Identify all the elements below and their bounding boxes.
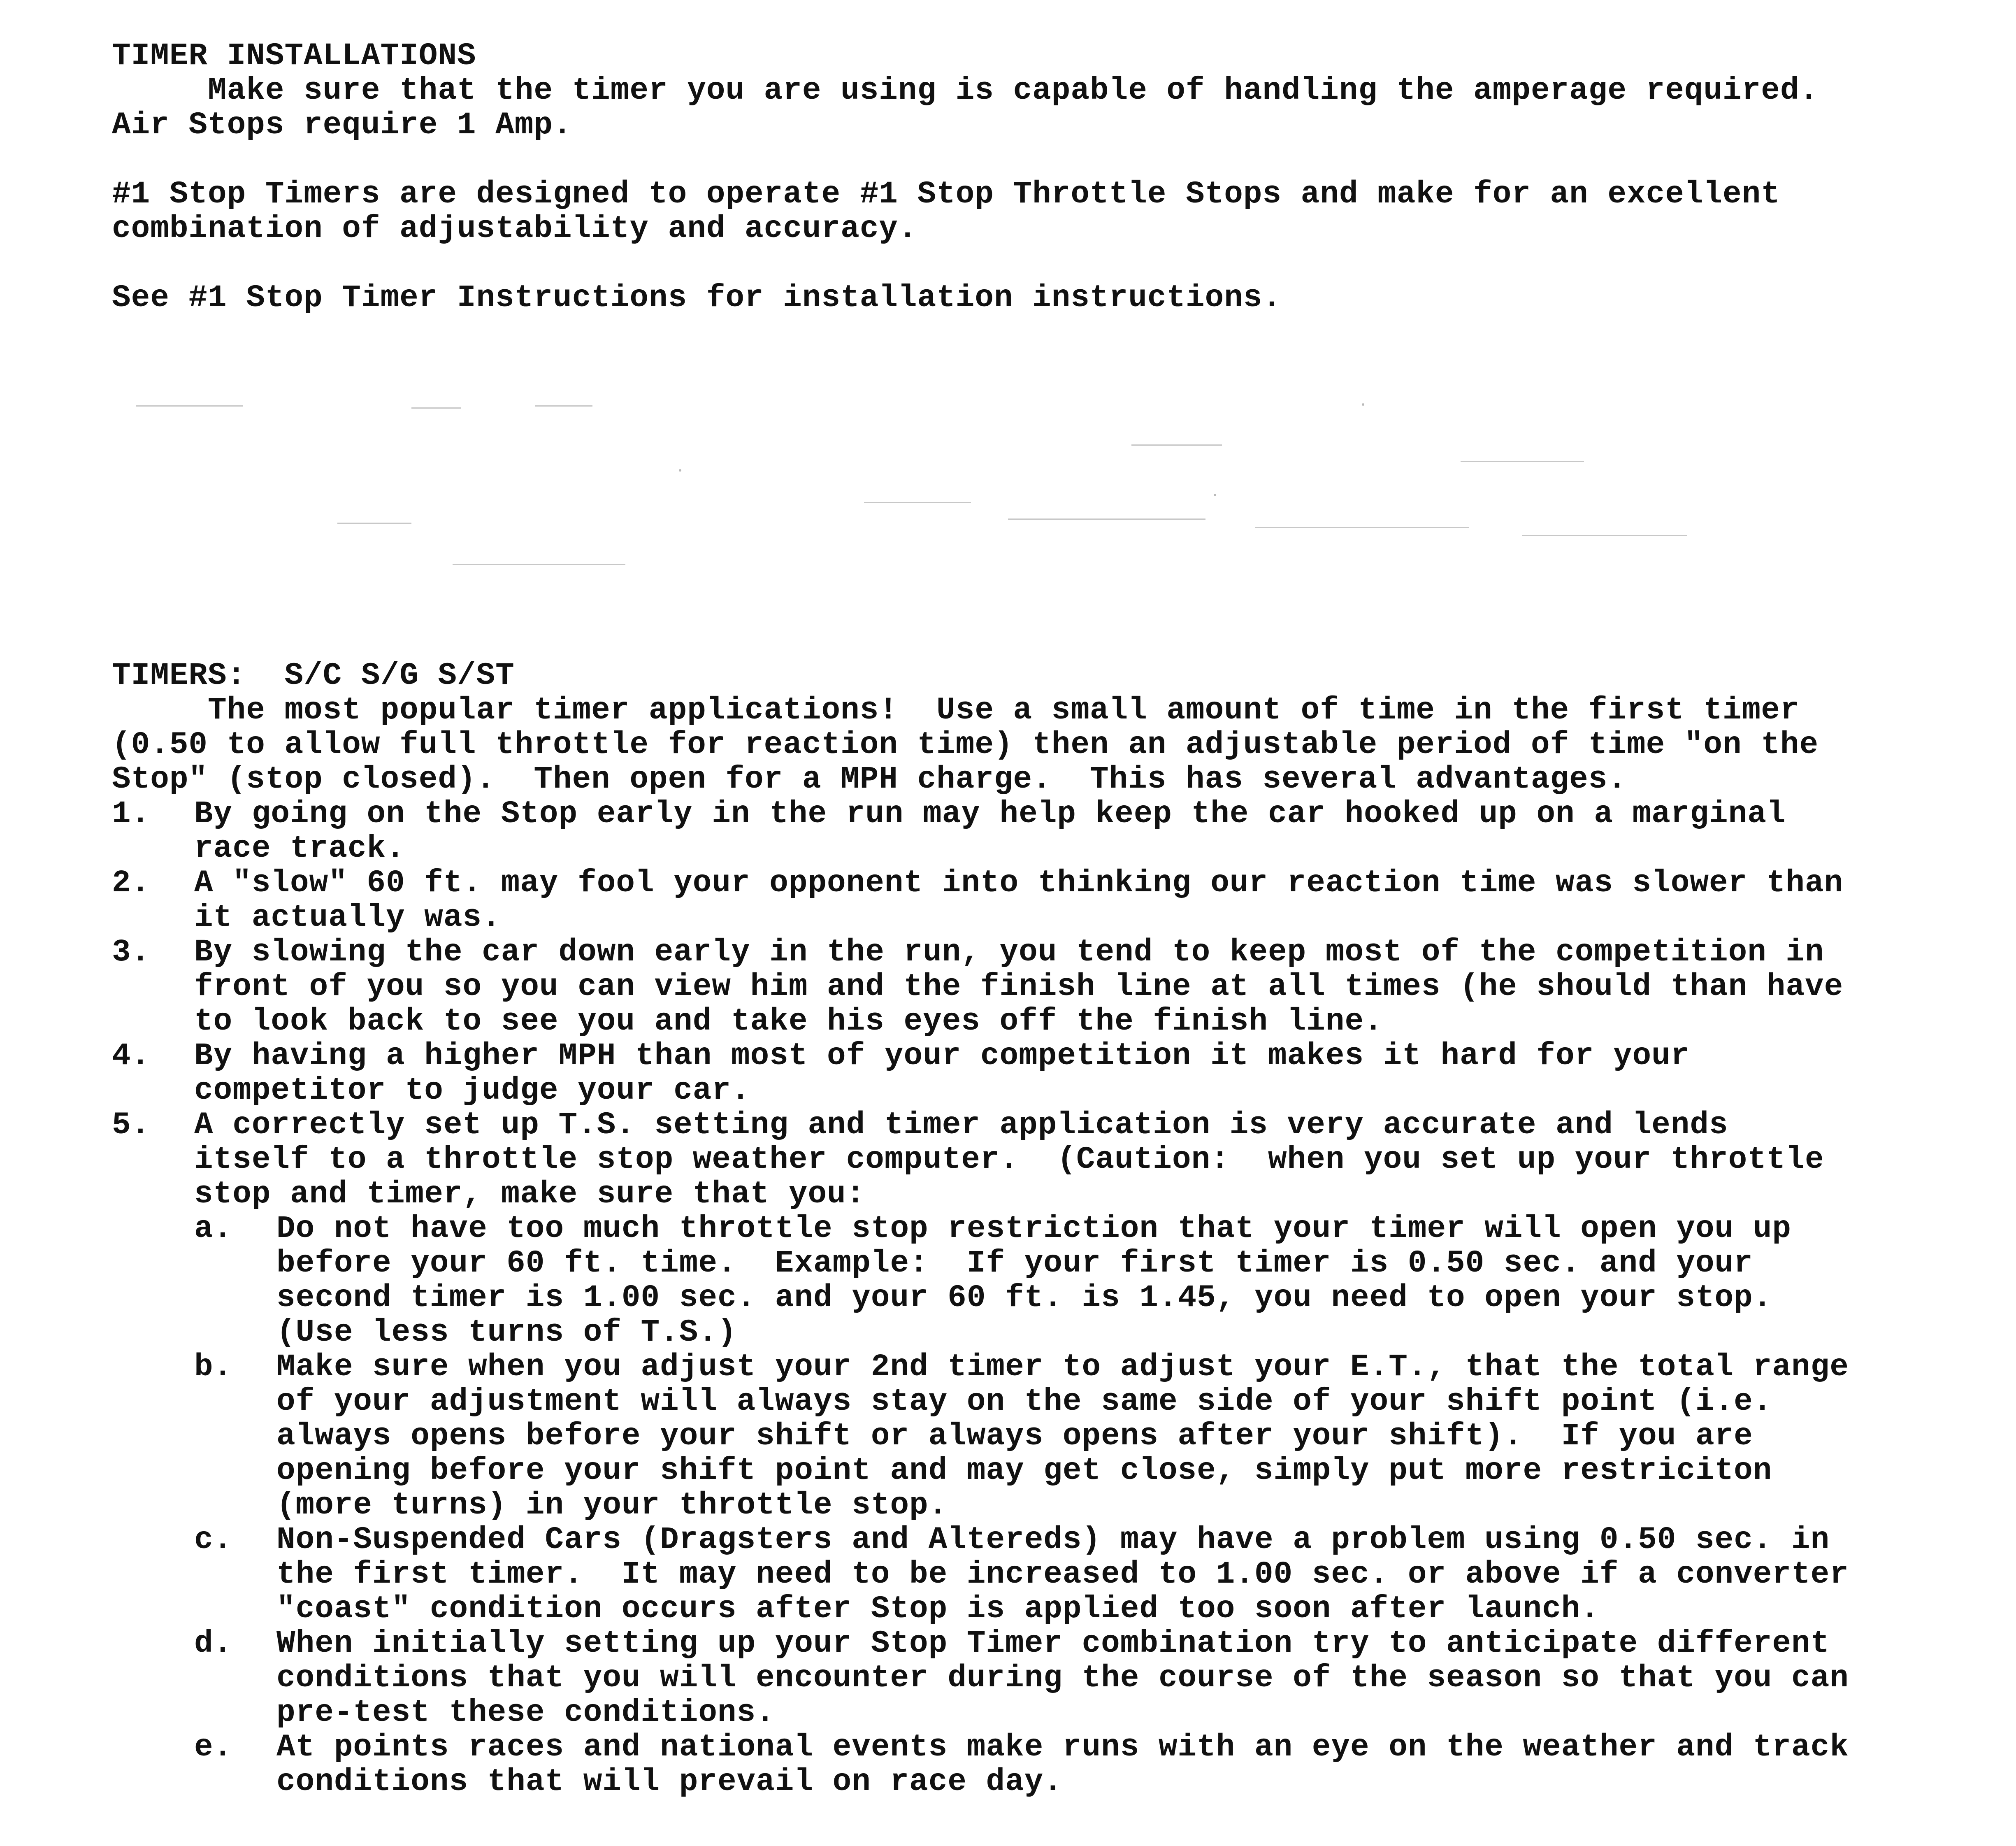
list-item-line: to look back to see you and take his eyes off the finish line. [194, 1004, 1383, 1039]
intro-line: The most popular timer applications! Use a small amount of time in the first timer [112, 693, 1800, 728]
section-heading-timer-installations: TIMER INSTALLATIONS [112, 38, 476, 74]
section-heading-timers: TIMERS: S/C S/G S/ST [112, 658, 515, 693]
sub-item-line: pre-test these conditions. [276, 1695, 775, 1730]
scan-smudge [1255, 527, 1469, 528]
scan-smudge [411, 407, 461, 409]
scan-smudge [1522, 535, 1687, 536]
intro-line: (0.50 to allow full throttle for reaction time) then an adjustable period of time "on the [112, 727, 1819, 763]
sub-item-line: Do not have too much throttle stop restriction that your timer will open you up [276, 1211, 1791, 1246]
sub-item-line: (more turns) in your throttle stop. [276, 1488, 948, 1523]
scan-smudge [535, 405, 592, 407]
sub-item-line: conditions that you will encounter during the course of the season so that you can [276, 1660, 1849, 1696]
sub-item-marker: e. [194, 1730, 233, 1765]
scan-smudge [337, 523, 411, 524]
scan-speck [1214, 494, 1216, 496]
list-item-marker: 3. [112, 935, 151, 970]
list-item-line: front of you so you can view him and the finish line at all times (he should than have [194, 969, 1844, 1004]
list-item-line: race track. [194, 831, 405, 866]
scan-smudge [1461, 461, 1584, 462]
sub-item-line: the first timer. It may need to be increased to 1.00 sec. or above if a converter [276, 1557, 1849, 1592]
paragraph-line: combination of adjustability and accuracy. [112, 211, 917, 246]
sub-item-line: before your 60 ft. time. Example: If your first timer is 0.50 sec. and your [276, 1246, 1753, 1281]
scan-smudge [1008, 518, 1205, 520]
list-item-line: By slowing the car down early in the run, you tend to keep most of the competition in [194, 935, 1824, 970]
list-item-line: A correctly set up T.S. setting and timer application is very accurate and lends [194, 1107, 1728, 1143]
sub-item-line: of your adjustment will always stay on the same side of your shift point (i.e. [276, 1384, 1772, 1419]
list-item-line: competitor to judge your car. [194, 1073, 750, 1108]
paragraph-line: Make sure that the timer you are using is capable of handling the amperage required. [112, 73, 1819, 108]
paragraph-line: Air Stops require 1 Amp. [112, 107, 572, 143]
list-item-line: it actually was. [194, 900, 501, 935]
list-item-line: itself to a throttle stop weather computer. (Caution: when you set up your throttle [194, 1142, 1824, 1177]
list-item-line: By having a higher MPH than most of your competition it makes it hard for your [194, 1038, 1690, 1074]
list-item-line: By going on the Stop early in the run may help keep the car hooked up on a marginal [194, 796, 1786, 832]
list-item-line: A "slow" 60 ft. may fool your opponent into thinking our reaction time was slower than [194, 865, 1844, 901]
scan-speck [679, 469, 681, 472]
sub-item-line: Non-Suspended Cars (Dragsters and Altereds) may have a problem using 0.50 sec. in [276, 1522, 1830, 1558]
paragraph-line: #1 Stop Timers are designed to operate #1 Stop Throttle Stops and make for an excellent [112, 177, 1780, 212]
scan-smudge [864, 502, 971, 503]
list-item-marker: 4. [112, 1038, 151, 1074]
paragraph-line: See #1 Stop Timer Instructions for installation instructions. [112, 280, 1282, 316]
intro-line: Stop" (stop closed). Then open for a MPH charge. This has several advantages. [112, 762, 1627, 797]
sub-item-marker: a. [194, 1211, 233, 1246]
sub-item-line: Make sure when you adjust your 2nd timer to adjust your E.T., that the total range [276, 1349, 1849, 1385]
sub-item-line: opening before your shift point and may get close, simply put more restriciton [276, 1453, 1772, 1488]
scan-speck [1362, 403, 1364, 406]
sub-item-line: At points races and national events make runs with an eye on the weather and track [276, 1730, 1849, 1765]
scan-smudge [136, 405, 243, 407]
sub-item-line: second timer is 1.00 sec. and your 60 ft. is 1.45, you need to open your stop. [276, 1280, 1772, 1316]
list-item-marker: 2. [112, 865, 151, 901]
sub-item-marker: c. [194, 1522, 233, 1558]
sub-item-line: When initially setting up your Stop Timer combination try to anticipate different [276, 1626, 1830, 1661]
sub-item-line: "coast" condition occurs after Stop is applied too soon after launch. [276, 1591, 1600, 1627]
sub-item-marker: d. [194, 1626, 233, 1661]
scan-smudge [1131, 444, 1222, 446]
scan-smudge [453, 564, 625, 565]
sub-item-marker: b. [194, 1349, 233, 1385]
sub-item-line: always opens before your shift or always opens after your shift). If you are [276, 1418, 1753, 1454]
sub-item-line: conditions that will prevail on race day. [276, 1764, 1063, 1800]
sub-item-line: (Use less turns of T.S.) [276, 1315, 737, 1350]
list-item-marker: 1. [112, 796, 151, 832]
list-item-marker: 5. [112, 1107, 151, 1143]
list-item-line: stop and timer, make sure that you: [194, 1176, 866, 1212]
